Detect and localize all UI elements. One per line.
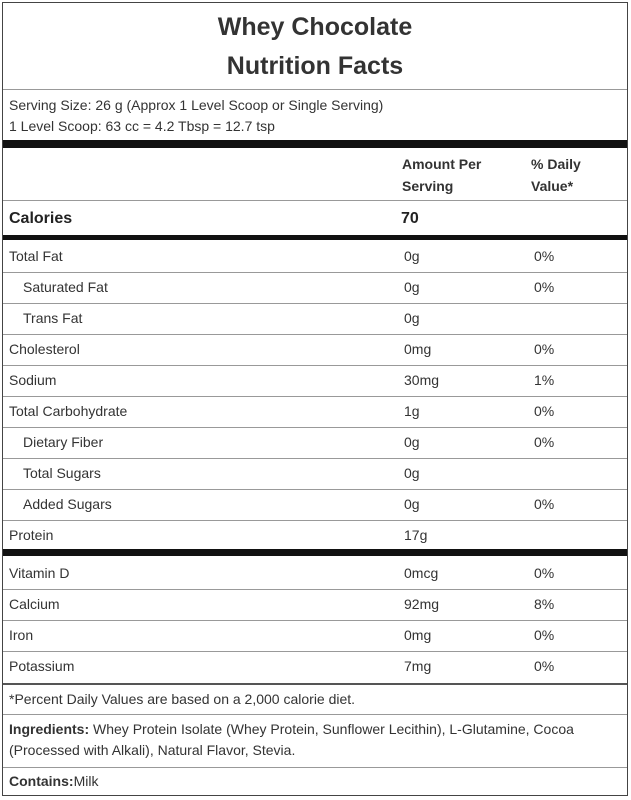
contains-text: Milk — [73, 773, 99, 789]
nutrient-daily-value: 0% — [534, 496, 555, 512]
amount-header-line1: Amount Per — [402, 156, 482, 172]
nutrient-row — [3, 589, 627, 620]
medium-divider — [3, 235, 627, 240]
nutrient-daily-value: 0% — [534, 403, 555, 419]
nutrient-daily-value: 0% — [534, 279, 555, 295]
nutrient-row — [3, 620, 627, 651]
scoop-info: 1 Level Scoop: 63 cc = 4.2 Tbsp = 12.7 tsp — [9, 118, 275, 134]
nutrient-row — [3, 303, 627, 334]
thick-divider — [3, 140, 627, 148]
nutrient-amount: 0mg — [404, 341, 432, 357]
nutrient-amount: 0g — [404, 465, 420, 481]
amount-header — [402, 153, 481, 197]
calories-value: 70 — [401, 210, 419, 227]
ingredients-text: Whey Protein Isolate (Whey Protein, Sunflower Lecithin), L-Glutamine, Cocoa (Processed with Alkali), Natural Flavor, Stevia. — [9, 721, 574, 758]
serving-size: Serving Size: 26 g (Approx 1 Level Scoop or Single Serving) — [9, 97, 384, 113]
nutrient-amount: 1g — [404, 403, 420, 419]
nutrient-amount: 0g — [404, 434, 420, 450]
calories-row — [3, 203, 627, 235]
divider — [3, 683, 627, 685]
nutrient-name: Dietary Fiber — [23, 434, 104, 450]
thick-divider — [3, 549, 627, 556]
nutrient-amount: 0g — [404, 279, 420, 295]
nutrient-row — [3, 334, 627, 365]
ingredients-label: Ingredients: — [9, 721, 90, 737]
nutrient-amount: 0g — [404, 310, 420, 326]
nutrient-daily-value: 1% — [534, 372, 555, 388]
nutrient-amount: 92mg — [404, 596, 440, 612]
nutrient-name: Total Carbohydrate — [9, 403, 128, 419]
nutrient-amount: 17g — [404, 527, 428, 543]
nutrient-daily-value: 8% — [534, 596, 555, 612]
nutrient-name: Total Fat — [9, 248, 63, 264]
dv-header-line1: % Daily — [531, 156, 581, 172]
nutrient-name: Sodium — [9, 372, 57, 388]
nutrient-name: Protein — [9, 527, 54, 543]
nutrient-name: Vitamin D — [9, 565, 70, 581]
nutrient-amount: 0g — [404, 248, 420, 264]
amount-header-line2: Serving — [402, 178, 454, 194]
label-title: Nutrition Facts — [226, 52, 404, 80]
nutrient-daily-value: 0% — [534, 434, 555, 450]
nutrient-row — [3, 558, 627, 589]
nutrition-label — [2, 2, 628, 796]
divider — [3, 767, 627, 768]
product-title: Whey Chocolate — [217, 13, 413, 41]
calories-label: Calories — [9, 210, 73, 227]
nutrient-daily-value: 0% — [534, 341, 555, 357]
nutrient-name: Iron — [9, 627, 34, 643]
dv-header-line2: Value* — [531, 178, 574, 194]
nutrient-name: Added Sugars — [23, 496, 112, 512]
ingredients — [9, 719, 621, 761]
nutrient-name: Trans Fat — [23, 310, 83, 326]
nutrient-row — [3, 272, 627, 303]
nutrient-name: Calcium — [9, 596, 60, 612]
nutrient-name: Potassium — [9, 658, 75, 674]
nutrient-row — [3, 458, 627, 489]
nutrient-daily-value: 0% — [534, 658, 555, 674]
divider — [3, 89, 627, 90]
nutrient-amount: 0g — [404, 496, 420, 512]
nutrient-row — [3, 489, 627, 520]
divider — [3, 200, 627, 201]
daily-value-footnote: *Percent Daily Values are based on a 2,000 calorie diet. — [9, 691, 356, 707]
nutrient-name: Cholesterol — [9, 341, 80, 357]
divider — [3, 714, 627, 715]
nutrient-amount: 0mg — [404, 627, 432, 643]
contains-label: Contains: — [9, 773, 74, 789]
nutrient-row — [3, 365, 627, 396]
nutrient-row — [3, 651, 627, 682]
nutrient-daily-value: 0% — [534, 627, 555, 643]
nutrient-amount: 30mg — [404, 372, 440, 388]
nutrient-row — [3, 241, 627, 272]
nutrient-amount: 7mg — [404, 658, 432, 674]
nutrient-row — [3, 520, 627, 551]
nutrient-daily-value: 0% — [534, 565, 555, 581]
dv-header — [531, 153, 581, 197]
nutrient-name: Total Sugars — [23, 465, 101, 481]
nutrient-row — [3, 396, 627, 427]
nutrient-row — [3, 427, 627, 458]
nutrient-daily-value: 0% — [534, 248, 555, 264]
nutrient-amount: 0mcg — [404, 565, 439, 581]
contains — [9, 771, 621, 792]
nutrient-name: Saturated Fat — [23, 279, 108, 295]
